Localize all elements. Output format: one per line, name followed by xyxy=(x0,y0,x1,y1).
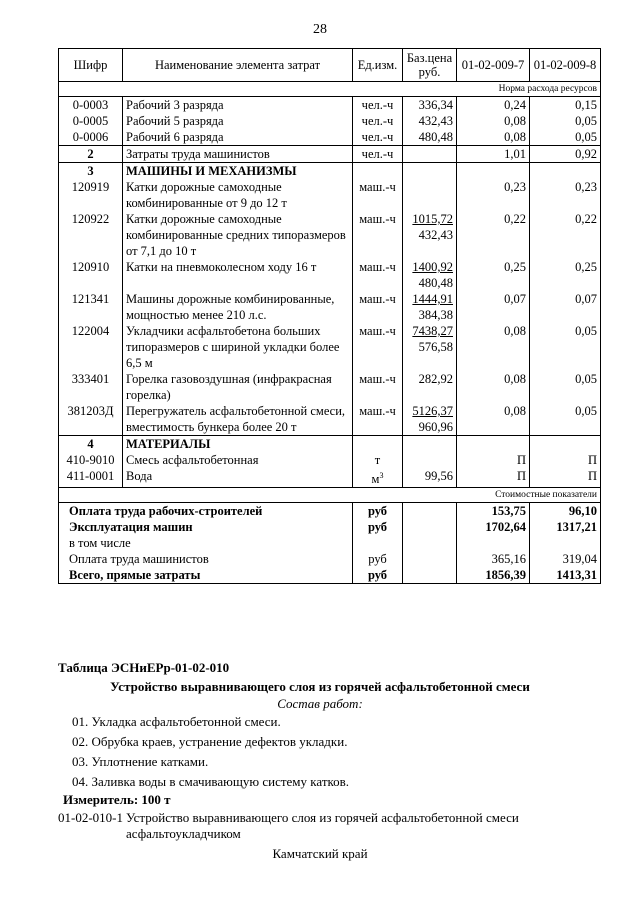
header-name: Наименование элемента затрат xyxy=(123,49,353,82)
section-2-code: 2 xyxy=(59,146,123,163)
row-code: 0-0003 xyxy=(59,97,123,114)
table-row xyxy=(59,291,601,323)
total-unit: руб xyxy=(353,551,403,567)
row-price xyxy=(403,371,457,403)
total-price-empty xyxy=(403,535,457,551)
row-unit: маш.-ч xyxy=(353,211,403,259)
total-v2: 96,10 xyxy=(530,503,601,520)
table-row xyxy=(59,179,601,211)
total-v2: 319,04 xyxy=(530,551,601,567)
totals-row xyxy=(59,519,601,535)
table-row xyxy=(59,371,601,403)
row-price: 336,34 xyxy=(403,97,457,114)
row-v1: П xyxy=(457,468,530,488)
machine-rows xyxy=(59,179,601,436)
total-v2: 1413,31 xyxy=(530,567,601,584)
header-unit: Ед.изм. xyxy=(353,49,403,82)
section-2-v2: 0,92 xyxy=(530,146,601,163)
table-row xyxy=(59,403,601,436)
row-price: 99,56 xyxy=(403,468,457,488)
total-v1: 153,75 xyxy=(457,503,530,520)
row-unit-text: м xyxy=(371,472,380,487)
row-unit-text: т xyxy=(374,453,381,467)
measure-unit: Измеритель: 100 т xyxy=(63,792,171,807)
row-unit xyxy=(353,468,403,488)
table-row xyxy=(59,211,601,259)
row-v1: 0,08 xyxy=(457,129,530,146)
row-v2: 0,22 xyxy=(530,211,601,259)
header-col2: 01-02-009-8 xyxy=(530,49,601,82)
labor-rows xyxy=(59,97,601,146)
page-number: 28 xyxy=(313,22,327,37)
table-heading: Устройство выравнивающего слоя из горячей асфальтобетонной смеси xyxy=(110,679,530,694)
section-4-name: МАТЕРИАЛЫ xyxy=(123,436,353,453)
total-price-empty xyxy=(403,503,457,520)
total-v2 xyxy=(530,535,601,551)
total-label: в том числе xyxy=(59,535,353,551)
section-2-name: Затраты труда машинистов xyxy=(123,146,353,163)
row-price xyxy=(403,452,457,468)
table-row xyxy=(59,452,601,468)
total-price-empty xyxy=(403,519,457,535)
table-row xyxy=(59,113,601,129)
total-unit: руб xyxy=(353,503,403,520)
total-v2: 1317,21 xyxy=(530,519,601,535)
work-list xyxy=(72,712,349,792)
row-unit: маш.-ч xyxy=(353,403,403,436)
row-unit: чел.-ч xyxy=(353,97,403,114)
row-v1: 0,22 xyxy=(457,211,530,259)
row-name: Смесь асфальтобетонная xyxy=(123,452,353,468)
total-v1 xyxy=(457,535,530,551)
row-v1: 0,23 xyxy=(457,179,530,211)
row-price xyxy=(403,259,457,291)
section-2-row xyxy=(59,146,601,163)
norm-subheader: Норма расхода ресурсов xyxy=(59,82,601,97)
row-price-labor: 384,38 xyxy=(418,308,453,322)
row-price: 432,43 xyxy=(403,113,457,129)
header-col1: 01-02-009-7 xyxy=(457,49,530,82)
row-name: Катки на пневмоколесном ходу 16 т xyxy=(123,259,353,291)
row-unit xyxy=(353,452,403,468)
row-price-main: 1444,91 xyxy=(412,292,453,306)
row-unit: маш.-ч xyxy=(353,371,403,403)
row-price xyxy=(403,323,457,371)
work-item: 01. Укладка асфальтобетонной смеси. xyxy=(72,714,281,729)
section-4-row xyxy=(59,436,601,453)
row-unit: маш.-ч xyxy=(353,291,403,323)
row-v1: 0,08 xyxy=(457,323,530,371)
rate-code: 01-02-010-1 xyxy=(58,810,123,825)
row-name: Перегружатель асфальтобетонной смеси, вместимость бункера более 20 т xyxy=(123,403,353,436)
row-code: 120910 xyxy=(59,259,123,291)
total-label: Всего, прямые затраты xyxy=(59,567,353,584)
totals-row xyxy=(59,503,601,520)
row-price-main: 1015,72 xyxy=(412,212,453,226)
row-name: Горелка газовоздушная (инфракрасная горелка) xyxy=(123,371,353,403)
row-unit: маш.-ч xyxy=(353,259,403,291)
row-v2: 0,05 xyxy=(530,403,601,436)
work-composition-label: Состав работ: xyxy=(277,696,363,711)
total-v1: 365,16 xyxy=(457,551,530,567)
totals-row xyxy=(59,551,601,567)
totals-row xyxy=(59,535,601,551)
row-v2: 0,05 xyxy=(530,113,601,129)
total-unit xyxy=(353,535,403,551)
table-row xyxy=(59,468,601,488)
cost-subheader: Стоимостные показатели xyxy=(59,488,601,503)
section-3-name: МАШИНЫ И МЕХАНИЗМЫ xyxy=(123,163,353,180)
total-price-empty xyxy=(403,567,457,584)
row-v1: 0,24 xyxy=(457,97,530,114)
table-row xyxy=(59,323,601,371)
header-code: Шифр xyxy=(59,49,123,82)
table-title: Таблица ЭСНиЕРр-01-02-010 xyxy=(58,660,230,675)
table-row xyxy=(59,129,601,146)
row-code: 333401 xyxy=(59,371,123,403)
row-code: 381203Д xyxy=(59,403,123,436)
material-rows xyxy=(59,452,601,488)
row-unit: маш.-ч xyxy=(353,323,403,371)
row-price-labor: 480,48 xyxy=(418,276,453,290)
row-name: Рабочий 6 разряда xyxy=(123,129,353,146)
row-price xyxy=(403,403,457,436)
header-price: Баз.цена руб. xyxy=(403,49,457,82)
row-code: 120919 xyxy=(59,179,123,211)
row-v2: 0,15 xyxy=(530,97,601,114)
row-v2: П xyxy=(530,452,601,468)
norm-subheader-row xyxy=(59,82,601,97)
footer-region: Камчатский край xyxy=(272,846,368,861)
row-price-main: 7438,27 xyxy=(412,324,453,338)
row-price-labor: 576,58 xyxy=(418,340,453,354)
row-price-main: 282,92 xyxy=(418,372,453,386)
row-unit: чел.-ч xyxy=(353,113,403,129)
row-name: Вода xyxy=(123,468,353,488)
row-v2: 0,05 xyxy=(530,371,601,403)
section-2-unit: чел.-ч xyxy=(353,146,403,163)
row-price xyxy=(403,211,457,259)
total-label: Оплата труда рабочих-строителей xyxy=(59,503,353,520)
row-price: 480,48 xyxy=(403,129,457,146)
row-price-labor: 432,43 xyxy=(418,228,453,242)
row-price-main: 5126,37 xyxy=(412,404,453,418)
row-price-labor: 960,96 xyxy=(418,420,453,434)
resource-table xyxy=(58,48,601,584)
row-v1: П xyxy=(457,452,530,468)
row-unit: чел.-ч xyxy=(353,129,403,146)
row-v1: 0,07 xyxy=(457,291,530,323)
row-v1: 0,08 xyxy=(457,403,530,436)
table-header-row xyxy=(59,49,601,82)
row-code: 122004 xyxy=(59,323,123,371)
total-unit: руб xyxy=(353,519,403,535)
work-item: 02. Обрубка краев, устранение дефектов укладки. xyxy=(72,734,348,749)
total-v1: 1702,64 xyxy=(457,519,530,535)
row-v1: 0,08 xyxy=(457,113,530,129)
row-code: 0-0005 xyxy=(59,113,123,129)
work-item: 04. Заливка воды в смачивающую систему катков. xyxy=(72,774,350,789)
row-price xyxy=(403,179,457,211)
section-2-v1: 1,01 xyxy=(457,146,530,163)
row-v2: 0,05 xyxy=(530,323,601,371)
row-v2: 0,23 xyxy=(530,179,601,211)
row-code: 120922 xyxy=(59,211,123,259)
row-v1: 0,25 xyxy=(457,259,530,291)
row-name: Машины дорожные комбинированные, мощностью менее 210 л.с. xyxy=(123,291,353,323)
table-row xyxy=(59,97,601,114)
row-v1: 0,08 xyxy=(457,371,530,403)
row-code: 411-0001 xyxy=(59,468,123,488)
section-3-row xyxy=(59,163,601,180)
row-v2: П xyxy=(530,468,601,488)
row-unit: маш.-ч xyxy=(353,179,403,211)
row-name: Укладчики асфальтобетона больших типоразмеров с шириной укладки более 6,5 м xyxy=(123,323,353,371)
cost-subheader-row xyxy=(59,488,601,503)
totals-rows xyxy=(59,503,601,584)
row-unit-sup: 3 xyxy=(379,471,384,480)
section-3-code: 3 xyxy=(59,163,123,180)
row-price-main: 1400,92 xyxy=(412,260,453,274)
rate-description: Устройство выравнивающего слоя из горячей асфальтобетонной смеси асфальтоукладчиком xyxy=(126,810,519,841)
table-row xyxy=(59,259,601,291)
total-unit: руб xyxy=(353,567,403,584)
row-code: 0-0006 xyxy=(59,129,123,146)
row-name: Рабочий 5 разряда xyxy=(123,113,353,129)
row-name: Катки дорожные самоходные комбинированные от 9 до 12 т xyxy=(123,179,353,211)
total-price-empty xyxy=(403,551,457,567)
row-v2: 0,07 xyxy=(530,291,601,323)
row-v2: 0,25 xyxy=(530,259,601,291)
row-code: 410-9010 xyxy=(59,452,123,468)
row-name: Рабочий 3 разряда xyxy=(123,97,353,114)
totals-row xyxy=(59,567,601,584)
row-code: 121341 xyxy=(59,291,123,323)
row-name: Катки дорожные самоходные комбинированные средних типоразмеров от 7,1 до 10 т xyxy=(123,211,353,259)
total-label: Оплата труда машинистов xyxy=(59,551,353,567)
total-label: Эксплуатация машин xyxy=(59,519,353,535)
section-4-code: 4 xyxy=(59,436,123,453)
work-item: 03. Уплотнение катками. xyxy=(72,754,209,769)
row-v2: 0,05 xyxy=(530,129,601,146)
total-v1: 1856,39 xyxy=(457,567,530,584)
row-price xyxy=(403,291,457,323)
